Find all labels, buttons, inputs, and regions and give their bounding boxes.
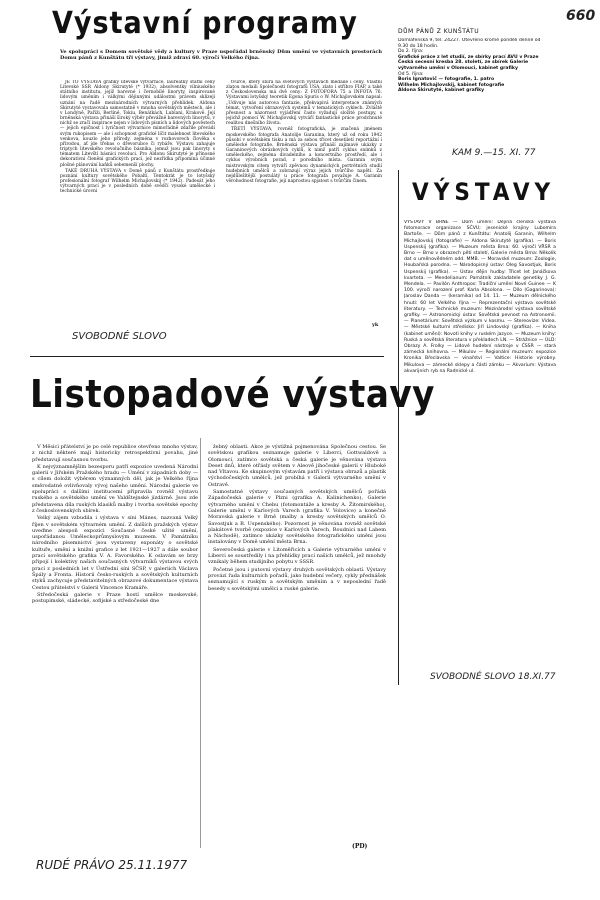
sidebar-listing [398, 38, 548, 148]
article2-col2-p3: Severočeská galerie v Litoměřicích a Galerie výtvarného umění v Liberci se soustředily i na přehlídky prací našich umělců, jež mnohdy vznikaly během studijního pobytu v SSSR. [208, 546, 386, 566]
article1-col2-p2: TŘETÍ VÝSTAVA, rovněž fotografická, je značená jménem moskevského fotografa Anatolije Garanina, který už od roku 1942 působí v sovětském tisku a má za sebou třicet desetiletí reportážní i umělecké fotografie. Brněnská výstava přináší zajímavé ukázky z Garaninových obrázkových cyklů, k nimž patří cyklus snímků z uměleckého, zejména divadelního a koncertního prostředí, ale i cyklus výrobních porad, z porodního místa. Garanin svým mistrovským citem vytváří zpěvnou dynamických portrétních studií hudebních umělců a zobrazují výraz jejich tvůrčího napětí. Za nejdůležitější postulátý u práce fotografa považuje A. Garanin věrohodnost fotografie, její naprostou spjatost s tvůrčím činem. [226, 127, 382, 184]
article1-col1-p1: JE TO VÝSTAVA grafiky litevské výtvarnice, laureátky státní ceny Litevské SSR Aldony Skirutyté (* 1932), absolventky vilniuského státního institutu, jejíž barevné i černobílé linoryty, inspirované lidovým uměním i válkými dějinnými událostmi právem sklízejí uznání na řadě mezinárodních výtvarných přehlídek. Aldona Skirutyté vystavovala samostatně v mnoha sovětských městech, ale i v Londýně, Paříži, Berlíně, Tokiu, Benátkách, Lublani, Krakově. Její brněnská výstava přináší široký výběr převážně barevných linorytů, v nichž se zračí inspirace nejen v lidových písních a lidových pověstech — jejich epičnost i lyričnost výtvarnice mimořádně zdařile převádí svým rukopisem — ale i schopnost grafické líčit malebnost litevského venkova, kouzlo jeho přírody, zejména v rozhovorech člověka s přírodou, ať jde třebas o dřevorubce či rybáře. Výstavu zahajuje triptych litevského revolučního básníka, jemuž jsou pak linoryty s tématem Litevští básníci revoluci. Pro Aldonu Skirutyté je přínosné dekorativní členění grafických prací, jež nezřídka připomíná účinné plošné plánování kaňků sebemenší plochy. [60, 80, 215, 168]
article2-col1-p1: V Měsíci přátelství je po celé republice otevřeno mnoho výstav, z nichž některé mají historicky retrospektivní povahu, jiné představují současnou tvorbu. [32, 444, 198, 463]
sidebar-line: Boris Ignatovič — fotografie, 1. patro [398, 77, 495, 83]
handwritten-source-1: SVOBODNÉ SLOVO [72, 331, 167, 342]
article1-lead: Ve spolupráci s Domem sovětské vědy a kultury v Praze uspořádal brněnský Dům umění ve výstavních prostorách Domu pánů z Kunštátu tři výstavy, jimiž zdraví 60. výročí Velkého října. [60, 49, 382, 61]
article1-col2-p1: tvůrce, který sbírá na světových výstavách medaile i ceny. Vlastní zlatou medaili Společnosti fotografů USA, zlato i stříbro FIAP, a také z Československa má dvě ceny: Z FOTOFORA 75 a INFOTA 76. Výstavami lotyšský teoretik Egona Spurís o W. Michajlovském napsal: „Udivuje nás autorova fantazie, překvapivá interpretace známých témat, vytvoření obrazových systémů v tematických cyklech. Zvláště přesnost a názornost vyjádření často vyžadují složité postupy, s jejichž pomocí W. Michajlovskij vytváří fantastické práce prodchnuté realitou dnešního života. [226, 80, 382, 127]
column-divider [398, 170, 399, 685]
sidebar-line: Do 2. října: [398, 49, 424, 55]
article2-column-rule [200, 438, 201, 848]
article2-col1-p3: Velký zájem vzbudila i výstava v síni Mánes, nazvaná Velký říjen v sovětském výtvarném umění. Z dalších pražských výstav uveďme alespoň expozici Současné české užité umění, uspořádanou Uměleckoprůmyslovým muzeem. V Památníku národního písemnictví jsou vystaveny exponáty o sovětské kultuře, umění a knižní grafice z let 1921—1927 a dále soubor prací sovětského grafika V. A. Favorského. K oslavám se brzy připojí i kolektivy našich současných výtvarníků výstavou svých prací z posledních let v Ústřední síni SČSP, v galeriích Václava Špály a Fronta. Historii česko-ruských a sovětských kulturních styků zachycuje představitelných obrazové dokumentace výstava Cestou přátelství v Galerii Vincence Kramáře. [32, 515, 198, 591]
handwritten-source-3: RUDÉ PRÁVO 25.11.1977 [36, 858, 188, 872]
sidebar-line: Domlafenská 9, tel. 24227. Otevřeno kromě pondělí denně od 9.30 do 18 hodin. [398, 38, 541, 49]
article2-title: Listopadové výstavy [30, 372, 435, 416]
sidebar-heading: DŮM PÁNŮ Z KUNŠTÁTU [398, 28, 480, 35]
article1-title: Výstavní programy [52, 6, 358, 41]
article2-col1-p4: Středočeská galerie v Praze hostí umělce moskevské, postupimské, sládecké, sofijské a středočeské dne [32, 591, 198, 605]
article2-col2-p1: žebný oblasti. Akce je výstižná pojmenována Společnou cestou. Se sovětskou grafikou seznamuje galerie v Liberci, Gottwaldově a Olomouci, zatímco sovětská a česká galerie je věnována výstava Deset dnů, které otřásly světem v Aleově jihočeské galerii v Hluboké nad Vltavou. Ke skupinovým výstavám patří i výstava obrazů a plastik východočeských umělců, jež probíhá v Galerii výtvarného umění v Ostravě. [208, 444, 386, 488]
article1-col1-p2: TAKÉ DRUHÁ VÝSTAVA v Domě pánů z Kunštátu prostředkuje poznání kultury sovětského Pobaltí. Tentokrát je to lotyšský profesionální fotograf Wilhelm Michajlovskij (* 1942). Padesát jeho výtvarných prací je v posledních době svědčí vysoké umělecké i technické úrovni [60, 168, 215, 195]
article2-col1-p2: K nejvýznamnějším bezesporu patří expozice uvedená Národní galerií v Jiřském Pražského hradu — Umění v západních doby — s cílem doložit výběrem významných děl, jak je Velkého října směrodatně ovlivňovaly vývoj našeho umění. Národní galerie ve spolupráci s dalšími institucemi připravila rovněž výstavu ruského a sovětského umění ve Valdštejnské jízdárně. Jsou zde představena díla ruských klasiků malby i tvorba sovětské epochy z československých sbírek. [32, 463, 198, 514]
article2-column-2 [208, 444, 386, 842]
handwritten-date-1: KAM 9.—15. XI. 77 [452, 148, 536, 158]
sidebar-line: Od 5. října: [398, 71, 424, 77]
sidebar-line: Wilhelm Michajlovskij, kabinet fotografie [398, 82, 505, 88]
sidebar-line: Aldona Skirutyté, kabinet grafiky [398, 88, 485, 94]
article2-col2-p2: Samostatné výstavy současných sovětských umělců pořádá Západočeská galerie v Plzni (grafika A. Kalinichenko), Galerie výtvarného umění v Chebu (fotomontáže a kresby A. Žitomirského), Galerie umění v Karlových Varech (grafika V. Volovice) a konečně Moravská galerie v Brně (malby a kresby sovětských umělců O. Savostjuk a B. Uspenského). Pozornost je věnována rovněž sovětské plakátové tvorbě (expozice v Karlových Varech, Roudnici nad Labem a Náchodě), zatímco ukázky sovětského fotografického umění jsou instalovány v Domě umění města Brna. [208, 489, 386, 546]
handwritten-source-2: SVOBODNÉ SLOVO 18.XI.77 [430, 672, 556, 682]
article2-signoff: (PD) [352, 843, 368, 850]
article2-col2-p4: Početné jsou i putovní výstavy druhých sovětských oblastí. Výstavy provází řada kulturních pořadů, jako hudební večery, cykly přednášek seznamující s ruským a sovětským uměním a v neposlední řadě besedy s sovětskými umělci a ruské galerie. [208, 566, 386, 592]
article1-column-2 [226, 80, 382, 325]
page-number: 660 [566, 8, 596, 24]
sidebar-line: Grafické práce z let studií, ze sbírky prací AVU v Praze [398, 54, 539, 60]
article1-signoff: yk [372, 322, 379, 328]
sidebar-line: Česká secesní kresba 28. století, ze sbírek Galerie výtvarného umění v Olomouci, kabinet grafiky [398, 60, 529, 71]
article3-title: VÝSTAVY [412, 178, 556, 206]
article2-top-rule [30, 356, 384, 357]
article3-body: VÝSTAVY V BRNĚ — Dům umění: Dějiná členská výstava fotomorace organizace SČVU; jesenické krajiny Lubomíra Bartoše. — Dům pánů z Kunštátu: Anatolij Garanin, Wilhelm Michajlovskij (fotografie) — Aldona Skirutyté (grafika). — Boris Uspenskij (grafika). — Muzeum města Brna: 60. výročí VŘSR a Brno — Brno v obrazech pěti staletí, Galerie města Brna: Několik dat o uměnovědném odd. MMB. — Moravské muzeum: Zoologie, Houbařská porodna. — Národopisný ústav: Oleg Savostjuk, Boris Uspenskij (grafika). — Ústav dějin hudby: Třicet let Janáčkova kvarteta. — Mendelianum: Památník zakladatele genetiky J. G. Mendela. — Pavilón Anthropos: Tradiční umění Nové Guinee — K 100. výročí narození prof. Karla Absolona. — Dílo (Gagarinova): Jaroslav Danda — (keramika) od 14. 11. — Muzeum dělnického hnutí: 60 let Velkého října — Reprezentační výstava sovětské literatury. — Technické muzeum: Mezinárodní výstava sovětské grafiky. — Astronomický ústav: Sovětská pevnost na Astronomii. — Planetárium: Sovětská výzkum v kosmu. — Stereovize: Videa. — Městské kulturní středisko: Jiří Lindovský (grafika). — Kniha (kabinet umění): Novoti knihy v ruském jazyce. — Muzeum knihy: Ruská a sovětská literatura v překladech LN. — Strážnice — ÚLD: Obrazy A. Frolky — Lidové hudební nástroje v ČSSR — stará zámecká knihovna. — Mikulov — Regionální muzeum: expozice Kronika Břeclavska — vinařství — Valtice: Historie výrobny. Mikulova — zámecké sklepy a části zámku — Akvarium: Výstava akvarijních ryb na Radnické ul. [404, 220, 556, 374]
article2-column-1 [32, 444, 198, 844]
article1-column-1 [60, 80, 215, 310]
